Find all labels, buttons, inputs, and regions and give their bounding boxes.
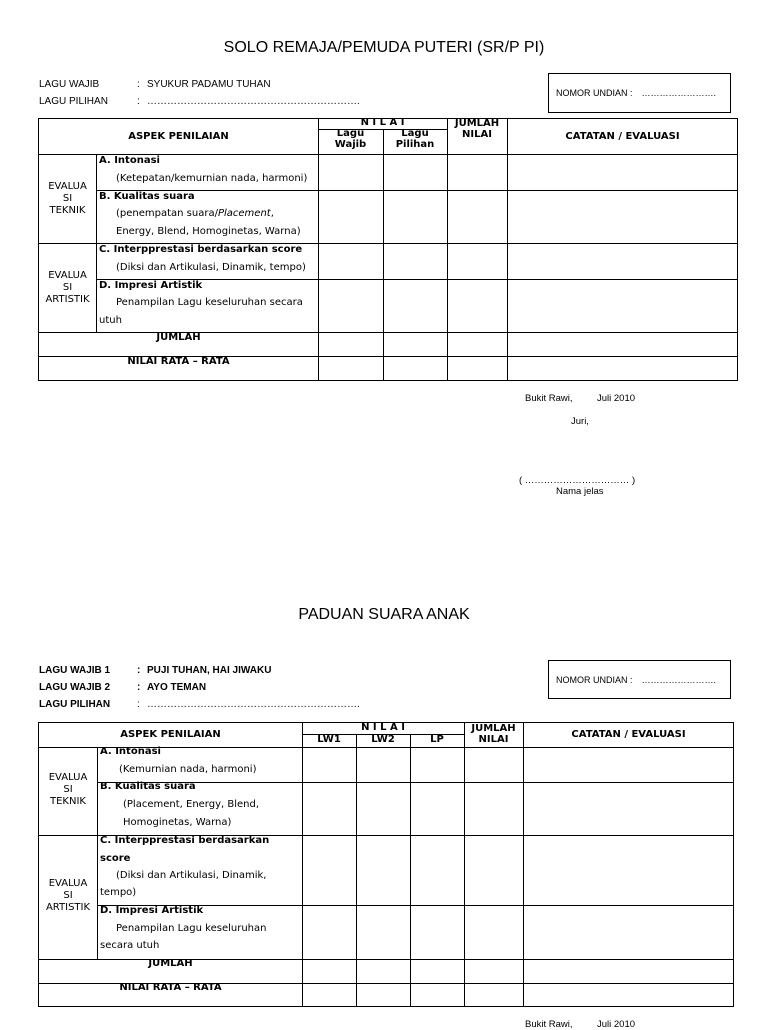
item-d-desc1: Penampilan Lagu keseluruhan secara [116,297,303,308]
item-a-desc: (Ketepatan/kemurnian nada, harmoni) [116,173,308,184]
section1-nomor-undian-box[interactable] [548,73,731,113]
item-c-title-2: score [100,853,131,864]
section1-lagu-pilihan-row [39,93,360,110]
section2-title: PADUAN SUARA ANAK [298,606,470,623]
colon: : [137,699,140,710]
signature-nama-jelas: Nama jelas [556,486,604,497]
colon: : [137,665,141,676]
header-lp: LP [430,734,444,745]
item-c-desc: (Diksi dan Artikulasi, Dinamik, tempo) [116,262,306,273]
lagu-pilihan-label: LAGU PILIHAN [39,699,111,710]
header-nilai: N I L A I [360,117,405,128]
item-a-desc: (Kemurnian nada, harmoni) [119,764,257,775]
section1-song-info [39,76,360,110]
item-a-title: A. Intonasi [100,746,161,757]
group-evaluasi-teknik: EVALUA SI TEKNIK [48,181,87,216]
row-nilai-rata-rata: NILAI RATA – RATA [127,356,230,367]
signature-date: Juli 2010 [597,393,636,404]
row-jumlah: JUMLAH [148,958,193,969]
item-c-desc2: tempo) [100,887,137,898]
signature-juri: Juri, [571,416,589,427]
header-lagu-wajib: Lagu Wajib [334,128,367,150]
item-b-title: B. Kualitas suara [100,781,196,792]
item-b-title: B. Kualitas suara [99,191,195,202]
section1-title: SOLO REMAJA/PEMUDA PUTERI (SR/P PI) [223,39,545,56]
item-c-title: C. Interpprestasi berdasarkan score [99,244,303,255]
lagu-pilihan-value[interactable]: ………………………………………………………. [147,699,360,710]
section1-lagu-wajib-row [39,76,360,93]
row-nilai-rata-rata: NILAI RATA – RATA [119,982,222,993]
lagu-wajib-label: LAGU WAJIB [39,79,100,90]
section2-lagu-pilihan-row [39,696,360,713]
lagu-wajib-1-value: PUJI TUHAN, HAI JIWAKU [147,665,272,676]
colon: : [137,96,140,107]
item-a-title: A. Intonasi [99,155,160,166]
item-b-desc2: Homoginetas, Warna) [123,817,232,828]
lagu-pilihan-label: LAGU PILIHAN [39,96,108,107]
header-lw1: LW1 [317,734,341,745]
item-d-desc2: secara utuh [100,940,160,951]
item-b-desc1: (penempatan suara/Placement, [116,208,274,219]
header-nilai: N I L A I [361,722,405,733]
nomor-undian-label: NOMOR UNDIAN : [556,88,633,98]
signature-place: Bukit Rawi, [525,393,573,404]
group-evaluasi-artistik: EVALUA SI ARTISTIK [45,270,90,305]
lagu-wajib-1-label: LAGU WAJIB 1 [39,665,111,676]
header-aspek-penilaian: ASPEK PENILAIAN [128,131,229,142]
item-c-title-1: C. Interpprestasi berdasarkan [100,835,270,846]
header-lagu-pilihan: Lagu Pilihan [395,128,435,150]
lagu-wajib-2-value: AYO TEMAN [147,682,207,693]
colon: : [137,79,140,90]
item-c-desc1: (Diksi dan Artikulasi, Dinamik, [116,870,267,881]
header-aspek-penilaian: ASPEK PENILAIAN [120,729,221,740]
item-b-desc1: (Placement, Energy, Blend, [123,799,260,810]
nomor-undian-label: NOMOR UNDIAN : [556,674,633,685]
lagu-wajib-2-label: LAGU WAJIB 2 [39,682,111,693]
section2-lagu-wajib-2-row [39,679,360,696]
lagu-wajib-value: SYUKUR PADAMU TUHAN [147,79,271,90]
item-d-title: D. Impresi Artistik [100,905,204,916]
header-catatan-evaluasi: CATATAN / EVALUASI [571,729,686,740]
signature-date: Juli 2010 [597,1019,636,1030]
section2-nomor-undian-box[interactable] [548,660,731,699]
header-lw2: LW2 [371,734,395,745]
header-jumlah-nilai: JUMLAH NILAI [454,118,500,140]
header-catatan-evaluasi: CATATAN / EVALUASI [565,131,680,142]
item-b-desc2: Energy, Blend, Homoginetas, Warna) [116,226,301,237]
group-evaluasi-artistik: EVALUA SI ARTISTIK [45,878,91,913]
signature-name-blank[interactable]: ( …………………………… ) [519,475,636,486]
group-evaluasi-teknik: EVALUA SI TEKNIK [48,772,88,807]
nomor-undian-value[interactable]: ……………………. [641,674,717,685]
colon: : [137,682,141,693]
item-d-title: D. Impresi Artistik [99,280,203,291]
section2-score-table [38,722,734,1007]
section1-score-table [38,118,738,381]
section2-lagu-wajib-1-row [39,662,360,679]
header-jumlah-nilai: JUMLAH NILAI [471,723,516,745]
lagu-pilihan-value[interactable]: ………………………………………………………. [147,96,360,107]
item-d-desc2: utuh [99,315,122,326]
nomor-undian-value[interactable]: ……………………. [641,88,717,98]
row-jumlah: JUMLAH [156,332,201,343]
signature-place: Bukit Rawi, [525,1019,573,1030]
section2-song-info [39,662,360,713]
item-d-desc1: Penampilan Lagu keseluruhan [116,923,267,934]
